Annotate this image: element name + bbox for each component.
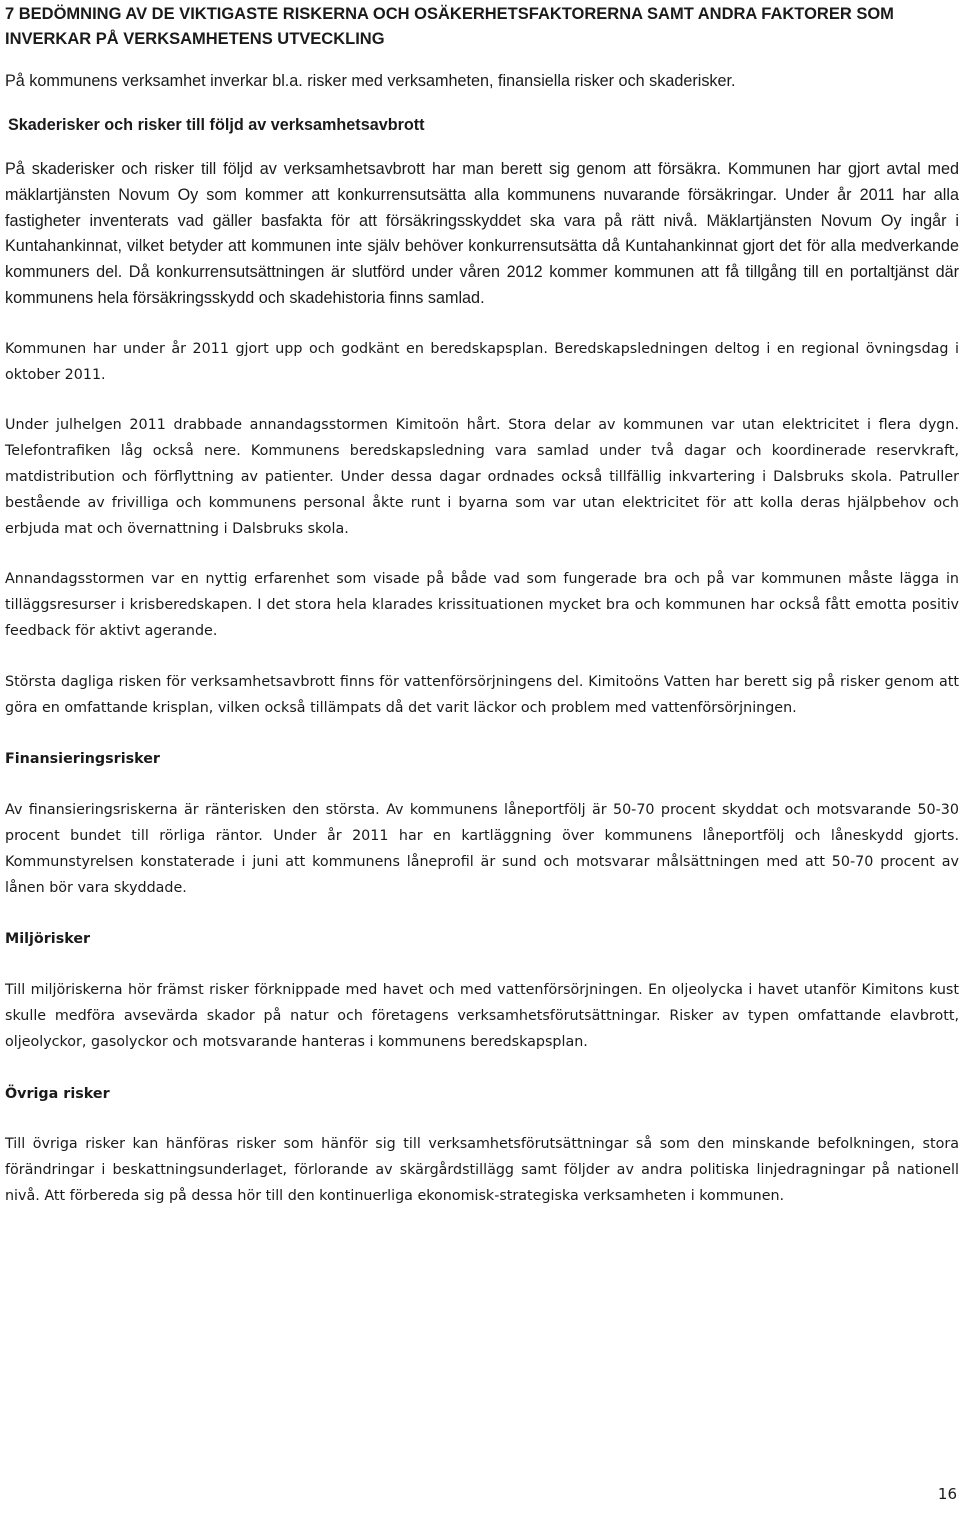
section-title: 7 BEDÖMNING AV DE VIKTIGASTE RISKERNA OCH OSÄKERHETSFAKTORERNA SAMT ANDRA FAKTORER SOM INVERKAR PÅ VERKSAMHETENS UTVECKLING (5, 5, 894, 48)
paragraph-ovriga-risker: Till övriga risker kan hänföras risker som hänför sig till verksamhetsförutsättningar så som den minskande befolkningen, stora förändringar i beskattningsunderlaget, förlorande av skärgårdstillägg samt följder av andra politiska linjedragningar på nationell nivå. Att förbereda sig på dessa hör till den kontinuerliga ekonomisk-strategiska verksamheten i kommunen. (5, 1136, 959, 1204)
document-page (5, 0, 959, 1210)
paragraph-miljorisker: Till miljöriskerna hör främst risker förknippade med havet och med vattenförsörjningen. En oljeolycka i havet utanför Kimitons kust skulle medföra avsevärda skador på natur och företagens verksamhetsförutsättningar. Risker av typen omfattande elavbrott, oljeolyckor, gasolyckor och motsvarande hanteras i kommunens beredskapsplan. (5, 982, 959, 1050)
intro-paragraph: På kommunens verksamhet inverkar bl.a. risker med verksamheten, finansiella risker och skaderisker. (5, 72, 736, 90)
heading-skaderisker: Skaderisker och risker till följd av verksamhetsavbrott (8, 116, 425, 134)
heading-ovriga-risker: Övriga risker (5, 1085, 110, 1102)
paragraph-skaderisker-lead: På skaderisker och risker till följd av verksamhetsavbrott har man berett sig genom att försäkra. Kommunen har gjort avtal med mäklartjänsten Novum Oy som kommer att konkurrensutsätta alla kommunens nuvarande försäkringar. Under år 2011 har alla fastigheter inventerats vad gäller basfakta för att försäkringsskyddet ska vara på rätt nivå. Mäklartjänsten Novum Oy ingår i Kuntahankinnat, vilket betyder att kommunen inte själv behöver konkurrensutsätta då Kuntahankinnat gjort det för alla medverkande kommuners del. Då konkurrensutsättningen är slutförd under våren 2012 kommer kommunen att få tillgång till en portaltjänst där kommunens hela försäkringsskydd och skadehistoria finns samlad. (5, 160, 959, 307)
heading-finansieringsrisker: Finansieringsrisker (5, 751, 160, 768)
page-number: 16 (937, 1485, 957, 1503)
paragraph-erfarenhet: Annandagsstormen var en nyttig erfarenhet som visade på både vad som fungerade bra och på var kommunen måste lägga in tilläggsresurser i krisberedskapen. I det stora hela klarades krissituationen mycket bra och kommunen har också fått emotta positiv feedback för aktivt agerande. (5, 571, 959, 639)
heading-miljorisker: Miljörisker (5, 931, 91, 948)
paragraph-finansieringsrisker: Av finansieringsriskerna är ränterisken den största. Av kommunens låneportfölj är 50-70 procent skyddat och motsvarande 50-30 procent bundet till rörliga räntor. Under år 2011 har en kartläggning över kommunens låneportfölj och låneskydd gjorts. Kommunstyrelsen konstaterade i juni att kommunens låneprofil är sund och motsvarar målsättningen med att 50-70 procent av lånen bör vara skyddade. (5, 802, 959, 896)
paragraph-annandagsstormen: Under julhelgen 2011 drabbade annandagsstormen Kimitoön hårt. Stora delar av kommunen var utan elektricitet i flera dygn. Telefontrafiken låg också nere. Kommunens beredskapsledning vara samlad under två dagar och koordinerade reservkraft, matdistribution och förflyttning av patienter. Under dessa dagar ordnades också tillfällig inkvartering i Dalsbruks skola. Patruller bestående av frivilliga och kommunens personal åkte runt i byarna som var utan elektricitet för att kolla deras hjälpbehov och erbjuda mat och övernattning i Dalsbruks skola. (5, 417, 959, 537)
paragraph-beredskapsplan: Kommunen har under år 2011 gjort upp och godkänt en beredskapsplan. Beredskapsledningen deltog i en regional övningsdag i oktober 2011. (5, 340, 959, 383)
paragraph-vattenforsorjning: Största dagliga risken för verksamhetsavbrott finns för vattenförsörjningens del. Kimitoöns Vatten har berett sig på risker genom att göra en omfattande krisplan, vilken också tillämpats då det varit läckor och problem med vattenförsörjningen. (5, 673, 959, 716)
